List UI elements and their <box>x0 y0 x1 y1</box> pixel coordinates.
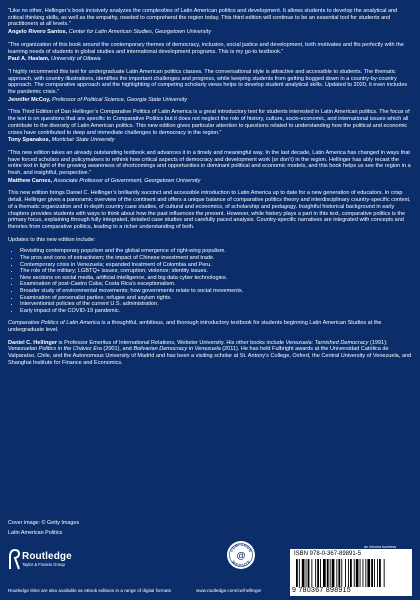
publisher-tagline: Taylor & Francis Group <box>22 562 65 567</box>
update-item: • New sections on social media, artificial intelligence, and big data cyber technologies. <box>20 275 412 282</box>
endorsement-quote: “Like no other, Hellinger’s book incisively analyzes the complexities of Latin American politics and development. It allows students to develop the analytical and critical thinking skills, as well as the empathy, needed to comprehend the region today. This third edition will continue to be an essential tool for students and practitioners at all levels.” <box>8 8 398 28</box>
endorsement <box>8 8 412 36</box>
endorser-name: Tony Spanakos, <box>8 137 51 144</box>
bio-text: (2001), and <box>101 346 134 353</box>
subject-category: Latin American Politics <box>8 530 63 536</box>
endorsement-quote: “I highly recommend this text for undergraduate Latin American politics classes. The conversational style is attractive and accessible to students. The thematic approach, with country illustrations, identifies the important challenges and progress, while keeping students from getting bogged down in a country-by-country approach. The comparative approach and the highlighting of competing scholarly views helps to develop student analytical skills. Updated to 2020, it even includes the pandemic crisis.” <box>8 68 408 96</box>
update-item: • Contemporary crisis in Venezuela; expanded treatment of Colombia and Peru. <box>20 262 412 269</box>
barcode-number: 9 780367 898915 <box>292 587 351 594</box>
isbn-barcode-block <box>290 549 412 596</box>
routledge-logo-icon <box>8 548 20 570</box>
updates-title: Updates to this new edition include: <box>8 236 96 243</box>
bio-text: (1991); <box>368 339 388 346</box>
isbn-text: ISBN 978-0-367-89891-5 <box>294 551 362 557</box>
endorsement-attribution <box>8 137 412 144</box>
barcode-icon <box>294 559 408 587</box>
closing-text: is a thoughtful, ambitious, and thorough introductory textbook for students beginning Latin American Studies at the undergraduate level. <box>8 320 382 334</box>
bio-book-title: Venezuela: Tarnished Democracy <box>285 339 369 346</box>
endorsements <box>8 8 412 184</box>
informa-text: an informa business <box>364 545 397 549</box>
endorser-affiliation: Professor of Political Science, Georgia State University <box>51 96 188 103</box>
update-item: • The role of the military; LGBTQ+ issues; corruption; violence; identity issues. <box>20 268 412 275</box>
update-item: • Examination of personalist parties; refugee and asylum rights. <box>20 295 412 302</box>
endorsement <box>8 42 412 63</box>
svg-text:@: @ <box>236 550 246 561</box>
endorsement <box>8 150 412 185</box>
endorser-affiliation: University of Ottawa <box>50 56 101 63</box>
companion-line2: WEBSITE <box>231 559 252 568</box>
endorser-name: Paul A. Haslam, <box>8 56 50 63</box>
update-item: • Early impact of the COVID-19 pandemic. <box>20 308 412 315</box>
bio-text: (2011). He has held Fulbright awards at the Universidad Católica de Valparaíso, Chile, and the Autonomous University of Madrid and has been a visiting scholar at St. Antony’s College, Oxford, the Central University of Venezuela, and Shanghai Institute for Finance and Economics. <box>8 346 412 366</box>
updates-list <box>8 248 412 314</box>
endorser-affiliation: Center for Latin American Studies, Georgetown University <box>68 29 211 36</box>
endorsement-quote: “The organization of this book around the contemporary themes of democracy, inclusion, social justice and development, both motivates and fits perfectly with the learning needs of students in global studies and international development programs. This is my go-to textbook.” <box>8 41 404 55</box>
bio-text: is Professor Emeritus of International Relations, Webster University. His other books include <box>57 339 286 346</box>
endorsement-quote: “This Third Edition of Dan Hellinger’s Comparative Politics of Latin America is a great introductory text for students interested in Latin American politics. The focus of the text is on questions that are specific to Comparative Politics but it does not neglect the role of history, culture, socio-economic, and international issues which all contribute to the diversity of Latin American politics. This new edition gives particular attention to questions related to understanding how the political and economic crises have contributed to deep and immediate challenges to democracy in the region.” <box>8 109 410 136</box>
endorser-affiliation: Montclair State University <box>51 137 115 144</box>
publisher-logo <box>8 546 72 574</box>
publisher-name: Routledge <box>22 551 72 562</box>
endorsement <box>8 69 412 104</box>
endorsement-attribution <box>8 97 412 104</box>
companion-website-badge-icon <box>226 540 256 570</box>
endorsement <box>8 109 412 144</box>
closing-book-title: Comparative Politics of Latin America <box>8 320 100 327</box>
endorser-name: Angelo Rivero Santos, <box>8 29 68 36</box>
author-bio <box>8 340 412 367</box>
cover-image-credit: Cover image: © Getty Images <box>8 520 80 526</box>
update-item: • Examination of post-Castro Cuba; Costa Rica’s exceptionalism. <box>20 281 412 288</box>
companion-url[interactable]: www.routledge.com/cw/hellinger <box>196 588 262 593</box>
endorser-affiliation: Associate Professor of Government, Georgetown University <box>53 177 201 184</box>
bio-book-title: Bolivarian Democracy in Venezuela <box>133 346 221 353</box>
book-description: This new edition brings Daniel C. Hellinger’s brilliantly succinct and accessible introduction to Latin America up to date for a new generation of educators. In crisp detail, Hellinger gives a panoramic overview of the continent and offers a unique balance of comparative politics theory and interdisciplinary country-specific context, of a thematic organization and in-depth country case studies, of cultural and economics, of scholarship and pedagogy. Insightful historical background in early chapters provides students with ways to think about how the past influences the present. However, while history plays a part in this text, comparative politics is the primary focus, explaining through fully integrated, detailed case studies and carefully paced analysis. Country-specific narratives are integrated with concepts and theories from comparative politics, leading to a richer understanding of both. <box>8 190 411 230</box>
update-item: • The pros and cons of extractivism; the impact of Chinese investment and trade. <box>20 255 412 262</box>
closing-paragraph <box>8 320 412 333</box>
endorser-name: Matthew Carnes, <box>8 177 53 184</box>
bio-book-title: Venezuelan Politics in the Chávez Era <box>8 346 102 353</box>
companion-line1: COMPANION <box>229 542 253 553</box>
author-name: Daniel C. Hellinger <box>8 339 58 346</box>
update-item: • Broader study of environmental movements; how governments relate to social movements. <box>20 288 412 295</box>
ebook-note: Routledge titles are also available as eBook editions in a range of digital formats <box>8 588 171 593</box>
endorsement-attribution <box>8 178 412 185</box>
endorsement-attribution <box>8 29 412 36</box>
update-item: • Interventionist policies of the current U.S. administration. <box>20 301 412 308</box>
endorsement-attribution <box>8 56 412 63</box>
endorser-name: Jennifer McCoy, <box>8 96 51 103</box>
cover-content <box>8 8 412 367</box>
update-item: • Revisiting contemporary populism and the global emergence of right-wing populism. <box>20 248 412 255</box>
endorsement-quote: “This new edition takes an already outstanding textbook and advances it in a timely and meaningful way. In the last decade, Latin America has changed in ways that have forced scholars and policymakers to rethink how critical aspects of democracy and development work (or don’t) in the region. Hellinger has ably recast the entire text in light of the growing awareness of shortcomings and opportunities in dominant political and economic models, and this book helps us see the region in a fresh, and insightful, perspective.” <box>8 149 411 177</box>
